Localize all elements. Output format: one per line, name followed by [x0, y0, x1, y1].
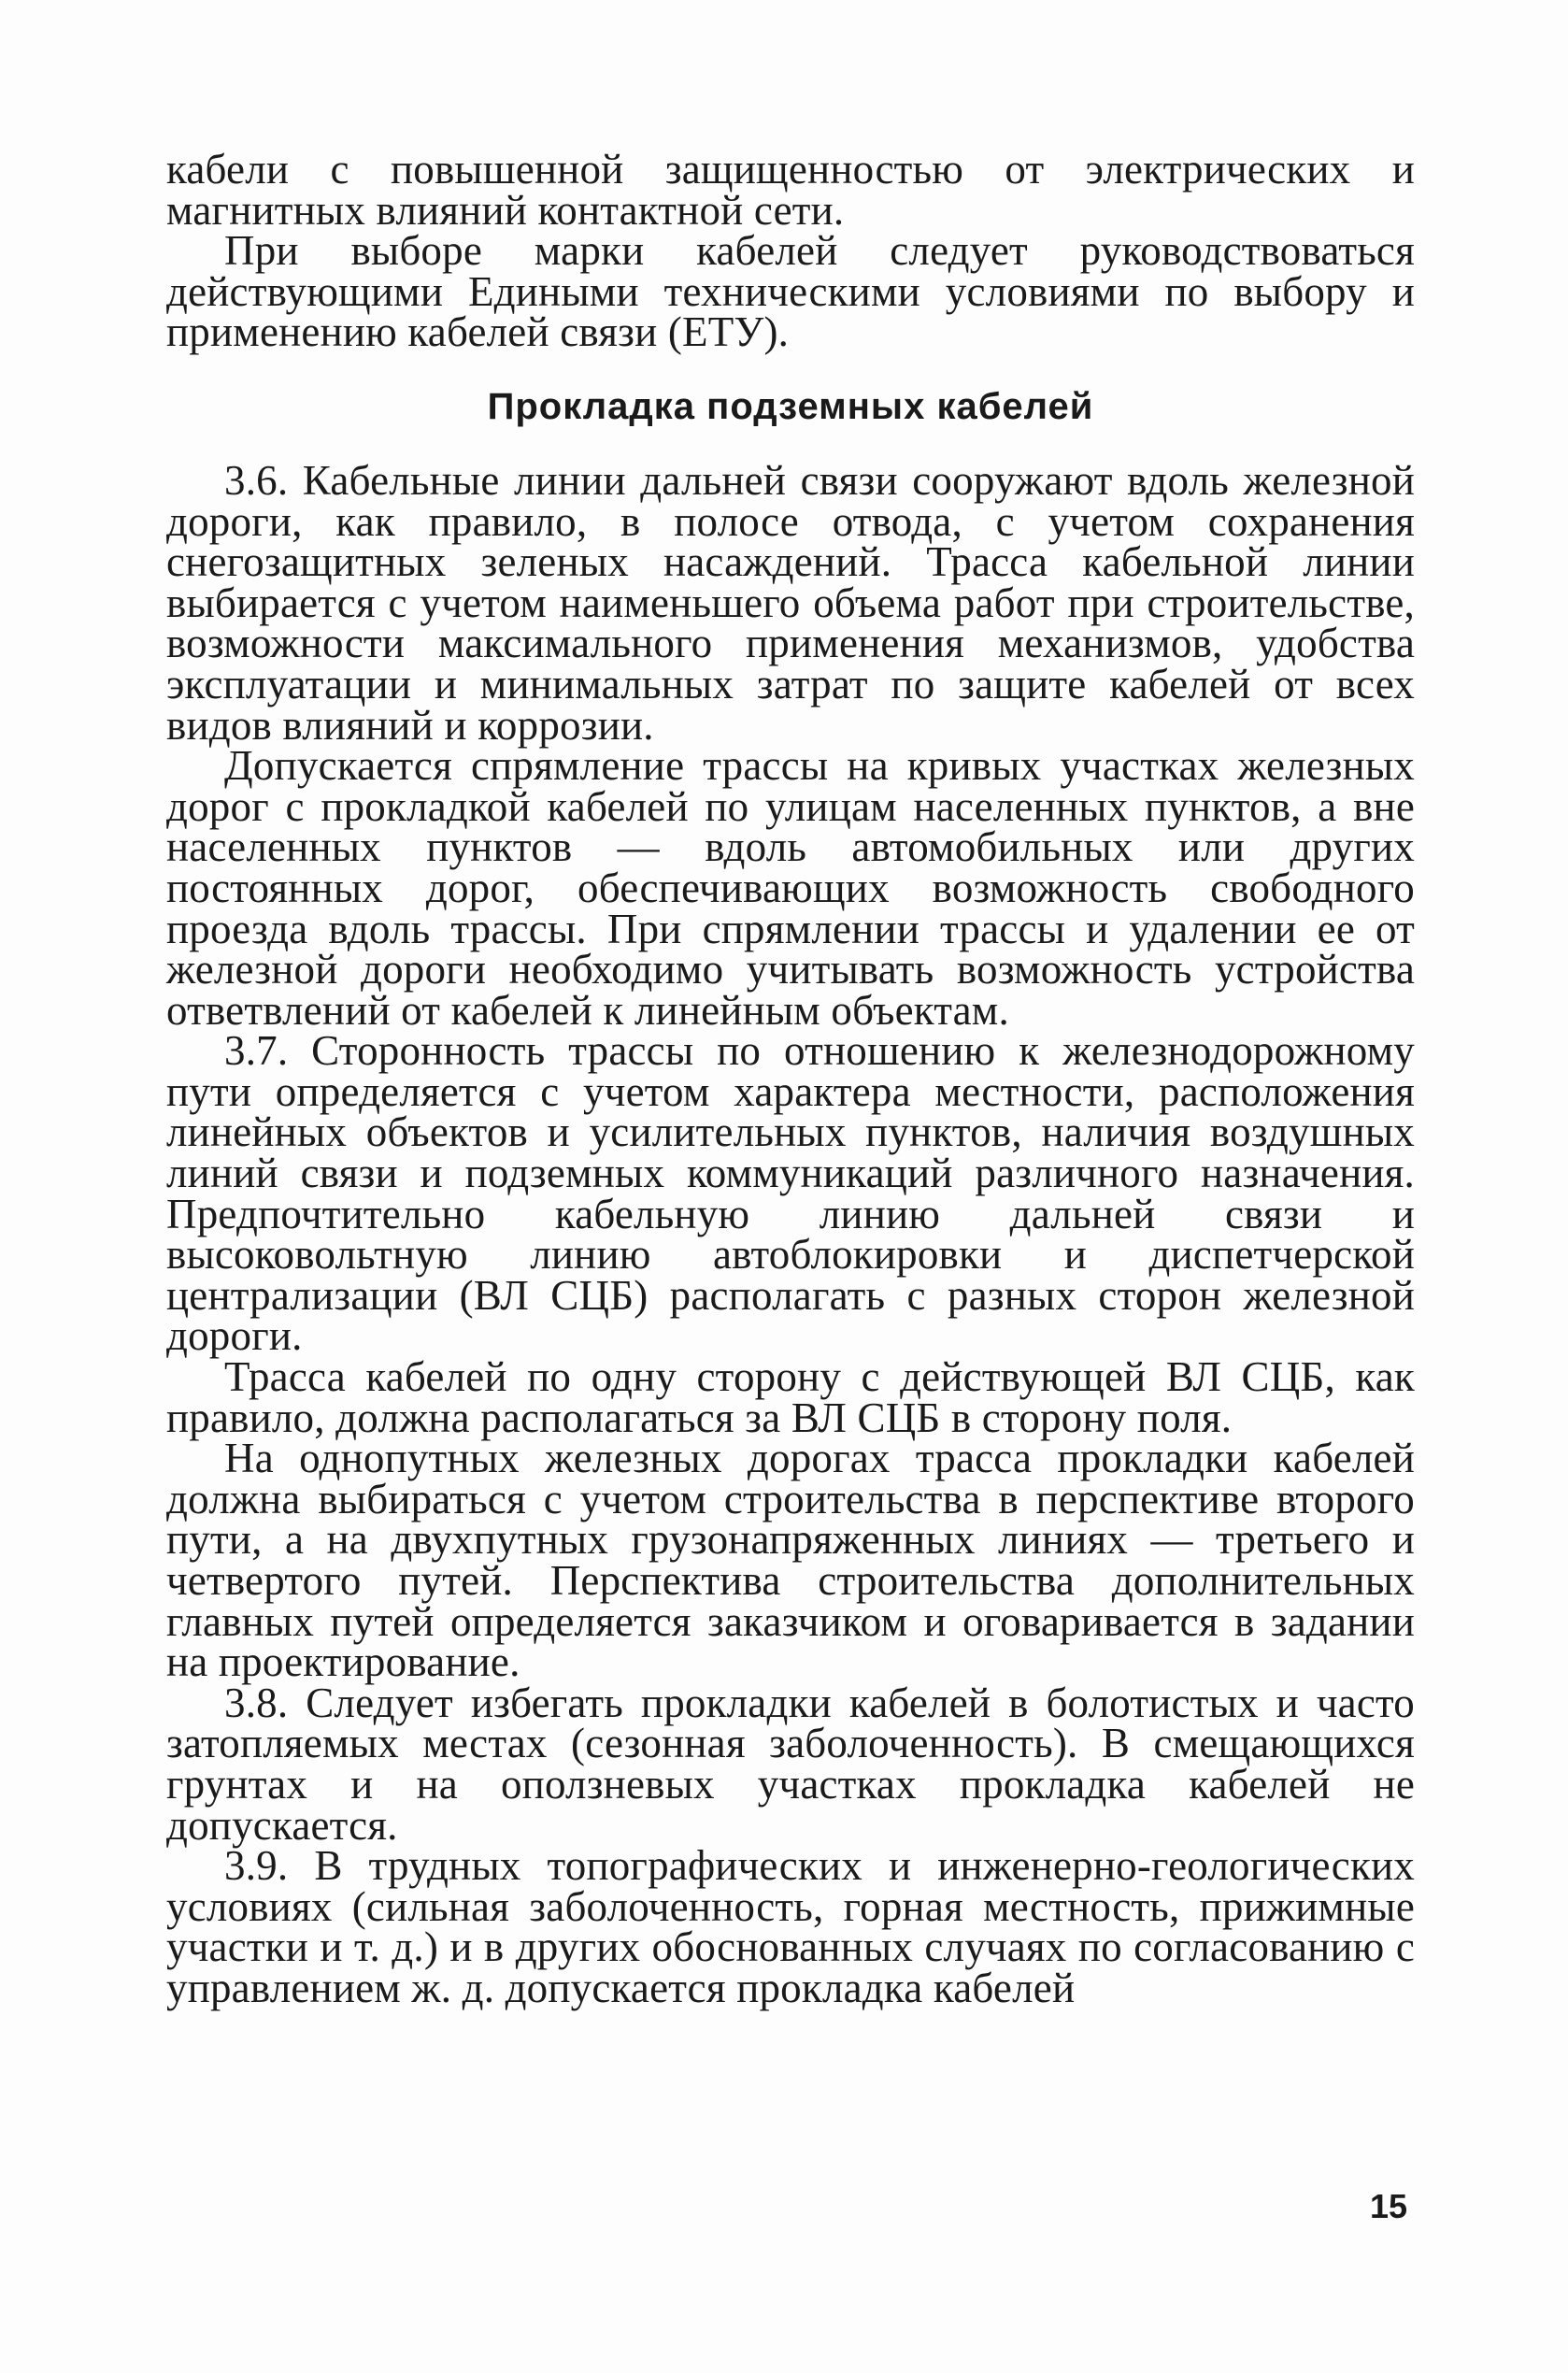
paragraph-3-6: 3.6. Кабельные линии дальней связи сооружают вдоль железной дороги, как правило, в полосе отвода, с учетом сохранения снегозащитных зеленых насаждений. Трасса кабельной линии выбирается с учетом наименьшего объема работ при строительстве, возможности максимального применения механизмов, удобства эксплуатации и минимальных затрат по защите кабелей от всех видов влияний и коррозии. [166, 456, 1415, 749]
paragraph-continuation: кабели с повышенной защищенностью от электрических и магнитных влияний контактной сети. [166, 146, 1415, 234]
paragraph-single-track: На однопутных железных дорогах трасса прокладки кабелей должна выбираться с учетом строительства в перспективе второго пути, а на двухпутных грузонапряженных линиях — третьего и четвертого путей. Перспектива строительства дополнительных главных путей определяется заказчиком и оговаривается в задании на проектирование. [166, 1435, 1415, 1686]
paragraph-straightening: Допускается спрямление трассы на кривых участках железных дорог с прокладкой кабелей по улицам населенных пунктов, а вне населенных пунктов — вдоль автомобильных или других постоянных дорог, обеспечивающих возможность свободного проезда вдоль трассы. При спрямлении трассы и удалении ее от железной дороги необходимо учитывать возможность устройства ответвлений от кабелей к линейным объектам. [166, 742, 1415, 1034]
paragraph-3-7: 3.7. Сторонность трассы по отношению к железнодорожному пути определяется с учетом характера местности, расположения линейных объектов и усилительных пунктов, наличия воздушных линий связи и подземных коммуникаций различного назначения. Предпочтительно кабельную линию дальней связи и высоковольтную линию автоблокировки и диспетчерской централизации (ВЛ СЦБ) располагать с разных сторон железной дороги. [166, 1027, 1415, 1360]
page-number: 15 [1370, 2187, 1408, 2225]
paragraph-3-9: 3.9. В трудных топографических и инженерно-геологических условиях (сильная заболоченность, горная местность, прижимные участки и т. д.) и в других обоснованных случаях по согласованию с управлением ж. д. допускается прокладка кабелей [166, 1842, 1415, 2011]
section-heading: Прокладка подземных кабелей [487, 385, 1094, 427]
paragraph-etu: При выборе марки кабелей следует руководствоваться действующими Едиными техническими условиями по выбору и применению кабелей связи (ЕТУ). [166, 227, 1415, 356]
paragraph-vl-scb: Трасса кабелей по одну сторону с действующей ВЛ СЦБ, как правило, должна располагаться за ВЛ СЦБ в сторону поля. [166, 1353, 1415, 1441]
page-text [166, 146, 1415, 2011]
paragraph-3-8: 3.8. Следует избегать прокладки кабелей в болотистых и часто затопляемых местах (сезонная заболоченность). В смещающихся грунтах и на оползневых участках прокладка кабелей не допускается. [166, 1679, 1415, 1849]
